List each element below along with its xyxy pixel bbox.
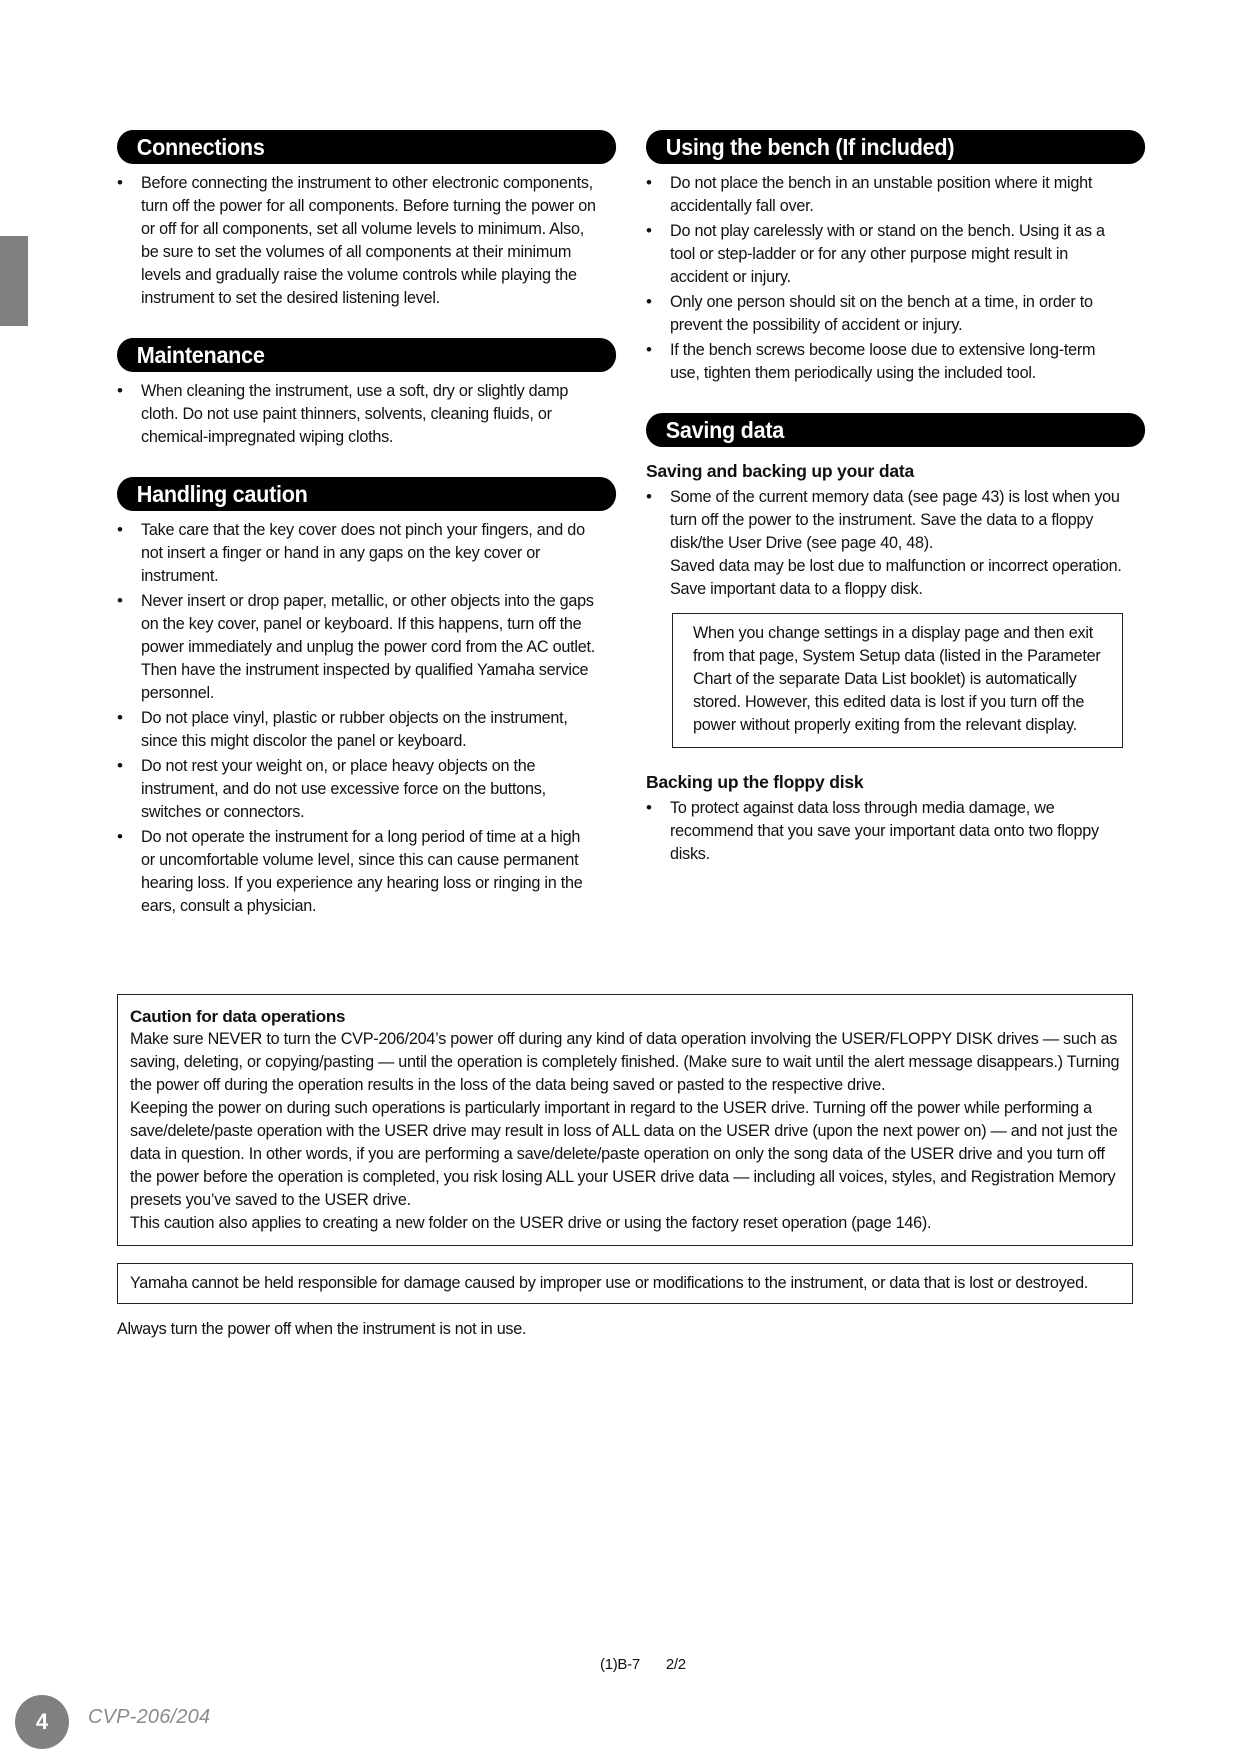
list-item: • Do not place vinyl, plastic or rubber objects on the instrument, since this might discolor the panel or keyboard. (117, 707, 597, 753)
doc-page: 2/2 (665, 1656, 686, 1673)
list-item: • Take care that the key cover does not pinch your fingers, and do not insert a finger or hand in any gaps on the key cover or instrument. (117, 519, 597, 588)
caution-title: Caution for data operations (130, 1007, 346, 1026)
list-item: • Never insert or drop paper, metallic, or other objects into the gaps on the key cover, panel or keyboard. If this happens, turn off the power immediately and unplug the power cord from the AC outlet. Then have the instrument inspected by qualified Yamaha service personnel. (117, 590, 597, 705)
section-saving-data (646, 413, 1126, 866)
caution-paragraph: This caution also applies to creating a new folder on the USER drive or using the factory reset operation (page 146). (130, 1214, 932, 1232)
document-code (600, 1656, 686, 1673)
list-item: • Do not play carelessly with or stand on the bench. Using it as a tool or step-ladder or for any other purpose might result in accident or injury. (646, 220, 1126, 289)
right-column (646, 130, 1126, 894)
section-using-bench (646, 130, 1126, 385)
bullet-list (646, 797, 1126, 866)
caution-paragraph: Make sure NEVER to turn the CVP-206/204’s power off during any kind of data operation involving the USER/FLOPPY DISK drives — such as saving, deleting, or copying/pasting — until the operation is completely finished. (Make sure to wait until the alert message disappears.) Turning the power off during the operation results in the loss of the data being saved or pasted to the respective drive. (130, 1030, 1120, 1094)
section-heading: Using the bench (If included) (646, 130, 1145, 164)
section-heading: Saving data (646, 413, 1145, 447)
list-item-continuation: Saved data may be lost due to malfunction or incorrect operation. Save important data to a floppy disk. (670, 557, 1122, 598)
list-item: • If the bench screws become loose due to extensive long-term use, tighten them periodically using the included tool. (646, 339, 1126, 385)
doc-code: (1)B-7 (600, 1656, 640, 1673)
chapter-tab-marker (0, 236, 28, 326)
caution-paragraph: Keeping the power on during such operations is particularly important in regard to the USER drive. Turning off the power while performing a save/delete/paste operation with the USER drive may result in loss of ALL data on the USER drive (upon the next power on) — and not just the data in question. In other words, if you are performing a save/delete/paste operation on only the song data of the USER drive and you turn off the power before the operation is completed, you risk losing ALL your USER drive data — including all voices, styles, and Registration Memory presets you’ve saved to the USER drive. (130, 1099, 1118, 1209)
page-number-badge: 4 (15, 1695, 69, 1749)
section-connections (117, 130, 597, 310)
bullet-list (646, 172, 1126, 385)
note-box: When you change settings in a display page and then exit from that page, System Setup data (listed in the Parameter Chart of the separate Data List booklet) is automatically stored. However, this edited data is lost if you turn off the power without properly exiting from the relevant display. (672, 613, 1123, 748)
bullet-list (117, 519, 597, 918)
section-handling-caution (117, 477, 597, 918)
list-item (646, 486, 1126, 601)
section-heading: Handling caution (117, 477, 616, 511)
section-heading: Maintenance (117, 338, 616, 372)
left-column (117, 130, 597, 946)
bullet-list (117, 172, 597, 310)
section-maintenance (117, 338, 597, 449)
list-item: • Before connecting the instrument to other electronic components, turn off the power for all components. Before turning the power on or off for all components, set all volume levels to minimum. Also, be sure to set the volumes of all components at their minimum levels and gradually raise the volume controls while playing the instrument to set the desired listening level. (117, 172, 597, 310)
list-item-text: Some of the current memory data (see page 43) is lost when you turn off the power to the instrument. Save the data to a floppy disk/the User Drive (see page 40, 48). (670, 488, 1120, 552)
list-item: • Do not place the bench in an unstable position where it might accidentally fall over. (646, 172, 1126, 218)
list-item: • When cleaning the instrument, use a soft, dry or slightly damp cloth. Do not use paint thinners, solvents, cleaning fluids, or chemical-impregnated wiping cloths. (117, 380, 597, 449)
section-heading: Connections (117, 130, 616, 164)
caution-box (117, 994, 1133, 1246)
bullet-list (646, 486, 1126, 601)
subheading-saving-backing-up: Saving and backing up your data (646, 461, 915, 481)
subheading-backing-up-floppy: Backing up the floppy disk (646, 772, 864, 792)
list-item: • Do not operate the instrument for a long period of time at a high or uncomfortable volume level, since this can cause permanent hearing loss. If you experience any hearing loss or ringing in the ears, consult a physician. (117, 826, 597, 918)
bullet-list (117, 380, 597, 449)
disclaimer-box: Yamaha cannot be held responsible for damage caused by improper use or modifications to the instrument, or data that is lost or destroyed. (117, 1263, 1133, 1304)
list-item: • To protect against data loss through media damage, we recommend that you save your important data onto two floppy disks. (646, 797, 1126, 866)
model-name: CVP-206/204 (88, 1706, 211, 1728)
list-item: • Only one person should sit on the bench at a time, in order to prevent the possibility of accident or injury. (646, 291, 1126, 337)
list-item: • Do not rest your weight on, or place heavy objects on the instrument, and do not use excessive force on the buttons, switches or connectors. (117, 755, 597, 824)
power-off-note: Always turn the power off when the instrument is not in use. (117, 1320, 527, 1338)
